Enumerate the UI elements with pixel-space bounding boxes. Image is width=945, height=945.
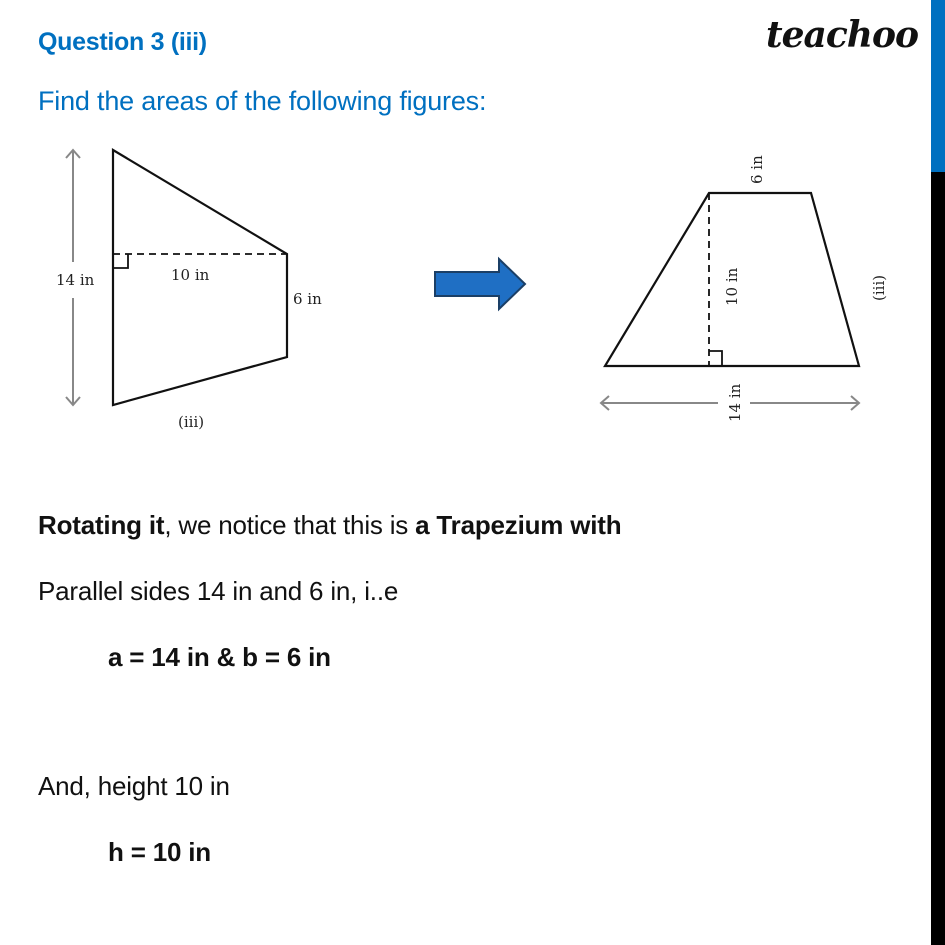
rotated-top-side-label: 6 in	[748, 155, 766, 184]
teachoo-logo: teachoo	[766, 14, 918, 56]
sides-values: a = 14 in & b = 6 in	[108, 642, 331, 672]
original-right-side-label: 6 in	[293, 290, 322, 308]
right-angle-marker	[113, 254, 128, 268]
right-angle-marker	[709, 351, 722, 366]
height-value: h = 10 in	[108, 837, 211, 867]
instruction-text: Find the areas of the following figures:	[38, 86, 487, 116]
question-title: Question 3 (iii)	[38, 28, 207, 56]
figures-area	[0, 0, 930, 470]
side-bar-accent	[931, 0, 945, 172]
height-statement: And, height 10 in	[38, 771, 230, 801]
original-height-label: 14 in	[56, 271, 95, 289]
original-inner-width-label: 10 in	[171, 266, 210, 284]
bold-trapezium-with: a Trapezium with	[415, 510, 622, 540]
original-caption: (iii)	[178, 413, 205, 431]
original-figure	[56, 150, 322, 431]
parallel-sides-statement: Parallel sides 14 in and 6 in, i..e	[38, 576, 399, 606]
rotation-statement	[38, 510, 621, 541]
rotated-caption: (iii)	[870, 274, 888, 301]
right-arrow-icon	[435, 259, 525, 309]
rotation-statement-middle: , we notice that this is	[164, 510, 416, 540]
rotated-figure	[601, 155, 888, 422]
rotated-height-label: 10 in	[723, 267, 741, 306]
bold-rotating-it: Rotating it	[38, 510, 165, 540]
rotated-base-label: 14 in	[726, 383, 744, 422]
